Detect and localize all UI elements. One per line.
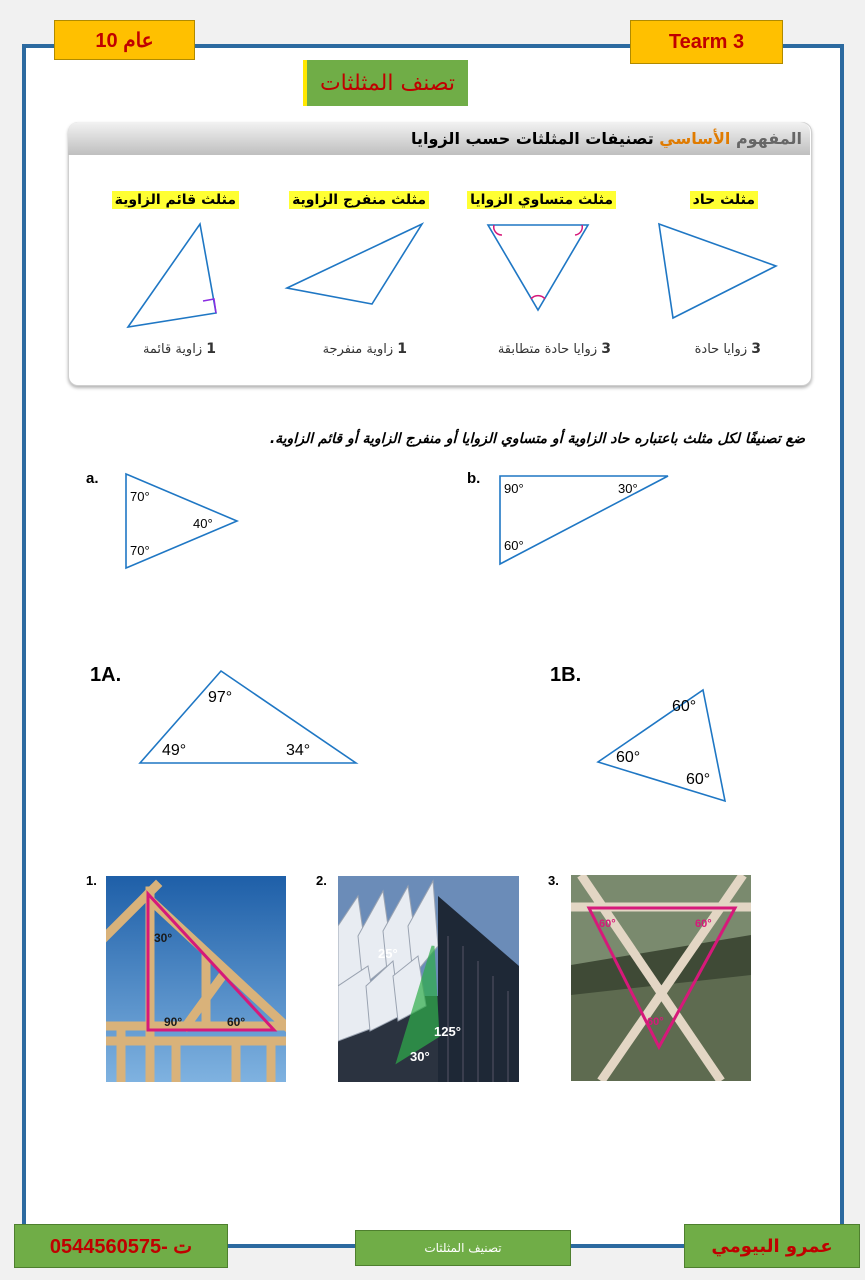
term-label: Tearm 3: [668, 30, 745, 53]
example-1a-label: 1A.: [90, 664, 122, 686]
example-triangles: [0, 460, 865, 810]
angle-label: 70°: [130, 489, 150, 504]
angle-label: 40°: [193, 516, 213, 531]
angle-label: 60°: [686, 771, 711, 788]
caption-acute: [695, 341, 761, 357]
photo-chapel: [338, 876, 519, 1082]
angle-label: 34°: [286, 742, 311, 759]
angle-label: 97°: [208, 689, 233, 706]
caption-text: زوايا حادة متطابقة: [497, 342, 598, 357]
angle-arc: [575, 225, 582, 235]
caption-text: زاوية منفرجة: [322, 342, 394, 357]
angle-arc: [531, 296, 545, 299]
obtuse-name: مثلث منفرج الزاوية: [289, 191, 429, 209]
caption-text: زاوية قائمة: [142, 342, 203, 357]
angle-label: 49°: [162, 742, 187, 759]
photo-2-label: 2.: [316, 873, 327, 888]
page-title-text: تصنف المثلثات: [319, 70, 456, 96]
angle-label: 25°: [378, 946, 398, 961]
angle-label: 30°: [154, 931, 173, 945]
angle-label: 90°: [504, 481, 524, 496]
grade-label: 10 عام: [95, 29, 154, 52]
example-a-label: a.: [86, 470, 99, 487]
caption-obtuse: [323, 341, 407, 357]
angle-label: 125°: [434, 1024, 461, 1039]
angle-label: 60°: [647, 1016, 664, 1028]
angle-label: 60°: [504, 538, 524, 553]
concept-triangles: [0, 0, 865, 400]
right-name: مثلث قائم الزاوية: [112, 191, 239, 209]
concept-keyword: الأساسي: [659, 129, 731, 148]
caption-num: 1: [206, 341, 216, 357]
acute-name: مثلث حاد: [690, 191, 758, 209]
example-b-label: b.: [467, 470, 481, 487]
footer-phone: ت -0544560575: [49, 1235, 193, 1258]
angle-label: 60°: [599, 918, 616, 930]
footer-topic-box: [355, 1230, 571, 1266]
obtuse-triangle: [287, 224, 422, 304]
acute-triangle: [659, 224, 776, 318]
angle-label: 70°: [130, 543, 150, 558]
angle-label: 60°: [672, 698, 697, 715]
angle-label: 30°: [410, 1049, 430, 1064]
concept-prefix: المفهوم: [735, 129, 802, 148]
caption-right: [143, 341, 216, 357]
caption-text: زوايا حادة: [694, 342, 748, 357]
equiangular-triangle: [488, 225, 588, 310]
photo-glass-truss: [571, 875, 751, 1081]
caption-num: 1: [397, 341, 407, 357]
angle-label: 60°: [695, 918, 712, 930]
photo-1-label: 1.: [86, 873, 97, 888]
caption-num: 3: [601, 341, 611, 357]
angle-label: 60°: [227, 1015, 246, 1029]
angle-label: 90°: [164, 1015, 183, 1029]
caption-num: 3: [751, 341, 761, 357]
concept-heading: تصنيفات المثلثات حسب الزوايا: [411, 129, 654, 148]
example-1b-label: 1B.: [550, 664, 582, 686]
footer-topic: تصنيف المثلثات: [424, 1241, 502, 1255]
angle-label: 60°: [616, 749, 641, 766]
photo-roof-truss: [106, 876, 286, 1082]
right-triangle: [128, 224, 216, 327]
photo-3-label: 3.: [548, 873, 559, 888]
caption-equiangular: [498, 341, 611, 357]
angle-arc: [494, 225, 502, 235]
footer-phone-box: [14, 1224, 228, 1268]
triangle-b: [500, 476, 668, 564]
instruction-text: ضع تصنيفًا لكل مثلث باعتباره حاد الزاوية أو متساوي الزوايا أو منفرج الزاوية أو قائم الزاوية.: [269, 431, 805, 447]
angle-label: 30°: [618, 481, 638, 496]
footer-author: عمرو البيومي: [711, 1235, 833, 1257]
equiangular-name: مثلث متساوي الزوايا: [467, 191, 616, 209]
footer-author-box: [684, 1224, 860, 1268]
